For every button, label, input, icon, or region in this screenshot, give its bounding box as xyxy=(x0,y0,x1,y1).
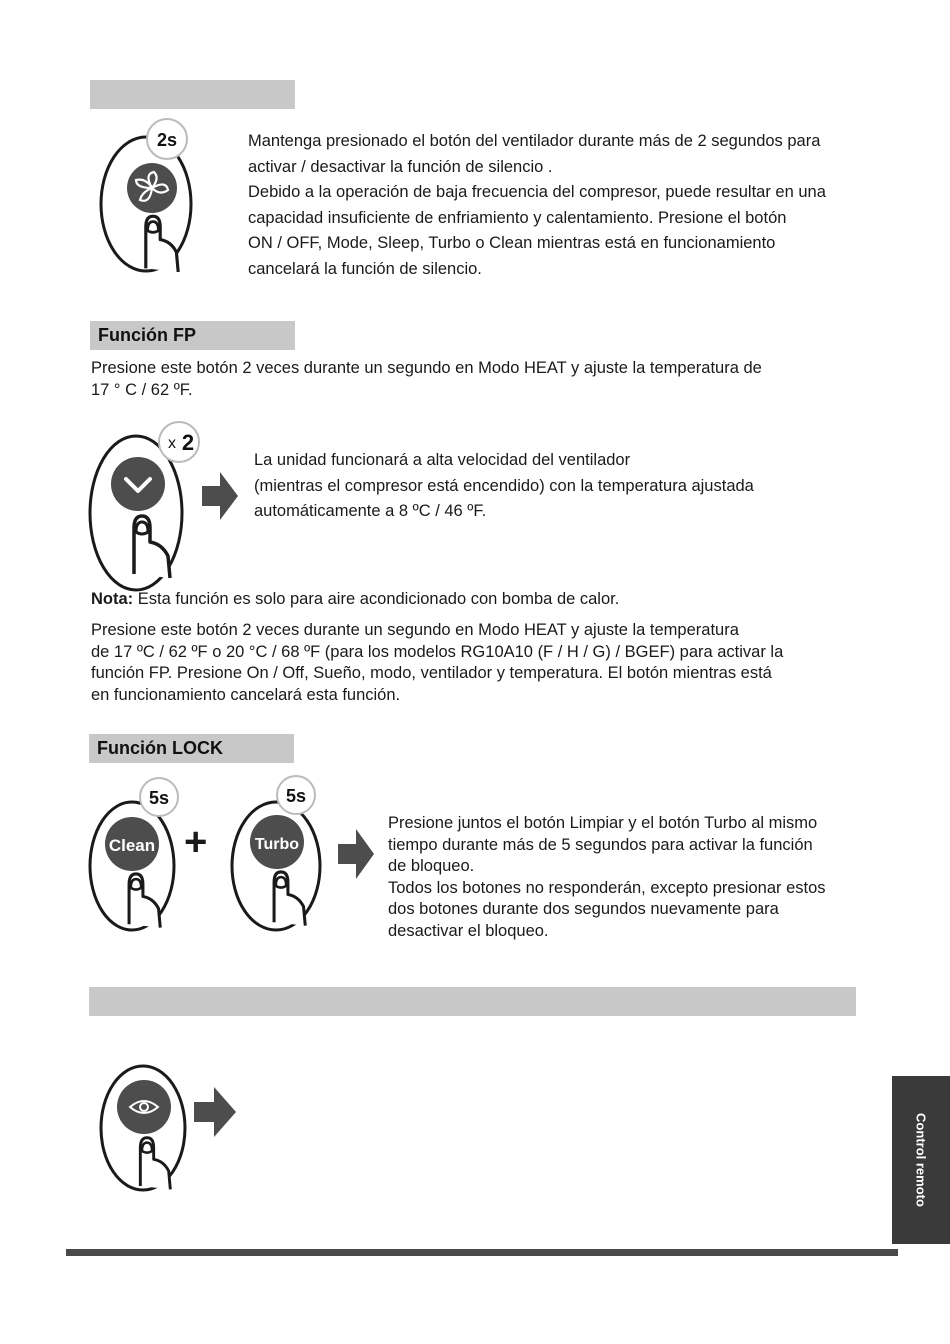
section-fp-header: Función FP xyxy=(90,321,295,350)
text-line: 17 ° C / 62 ºF. xyxy=(91,380,193,399)
arrow-right-icon xyxy=(336,827,376,881)
silence-description xyxy=(248,129,888,282)
text-line: desactivar el bloqueo. xyxy=(388,921,549,940)
hold-badge: 2s xyxy=(156,130,178,150)
fan-button-illustration xyxy=(96,118,206,278)
arrow-right-icon xyxy=(192,1085,238,1139)
text-line: ON / OFF, Mode, Sleep, Turbo o Clean mientras está en funcionamiento xyxy=(248,234,776,252)
side-tab-label: Control remoto xyxy=(913,1113,929,1207)
clean-button-label: Clean xyxy=(108,836,156,855)
text-line: Presione este botón 2 veces durante un segundo en Modo HEAT y ajuste la temperatura xyxy=(91,621,739,639)
section-display-header xyxy=(89,987,856,1016)
hold-badge: 5s xyxy=(285,786,307,806)
fp-note xyxy=(91,589,911,611)
text-line: Todos los botones no responderán, excepto presionar estos xyxy=(388,878,826,897)
eye-button-illustration xyxy=(96,1055,196,1195)
fp-intro xyxy=(91,358,891,401)
hold-badge: 5s xyxy=(148,788,170,808)
text-line: activar / desactivar la función de silencio . xyxy=(248,157,553,176)
turbo-button-illustration xyxy=(226,772,330,934)
down-button-illustration xyxy=(86,418,206,598)
text-line: automáticamente a 8 ºC / 46 ºF. xyxy=(254,502,487,520)
text-line: (mientras el compresor está encendido) con la temperatura ajustada xyxy=(254,476,754,495)
text-line: función FP. Presione On / Off, Sueño, modo, ventilador y temperatura. El botón mientras está xyxy=(91,664,772,682)
clean-button-illustration xyxy=(86,772,186,934)
arrow-right-icon xyxy=(200,470,240,522)
text-line: de bloqueo. xyxy=(388,857,475,875)
text-line: dos botones durante dos segundos nuevamente para xyxy=(388,900,779,918)
turbo-button-label: Turbo xyxy=(254,836,300,853)
display-button xyxy=(117,1080,171,1134)
down-button xyxy=(111,457,165,511)
times-badge-x: x xyxy=(168,435,176,452)
text-line: de 17 ºC / 62 ºF o 20 °C / 68 ºF (para los modelos RG10A10 (F / H / G) / BGEF) para activar la xyxy=(91,642,784,661)
section-silence-header xyxy=(90,80,295,109)
side-tab-control-remoto xyxy=(892,1076,950,1244)
text-line: cancelará la función de silencio. xyxy=(248,259,482,278)
fp-result xyxy=(254,448,874,525)
text-line: Presione este botón 2 veces durante un segundo en Modo HEAT y ajuste la temperatura de xyxy=(91,359,762,377)
footer-divider xyxy=(66,1249,898,1256)
plus-icon: + xyxy=(184,820,208,864)
note-text: Esta función es solo para aire acondicionado con bomba de calor. xyxy=(133,590,620,608)
text-line: Mantenga presionado el botón del ventilador durante más de 2 segundos para xyxy=(248,132,821,150)
text-line: Debido a la operación de baja frecuencia del compresor, puede resultar en una xyxy=(248,183,826,201)
text-line: en funcionamiento cancelará esta función. xyxy=(91,685,401,704)
note-label: Nota: xyxy=(91,590,134,608)
section-lock-header: Función LOCK xyxy=(89,734,294,763)
fp-detail xyxy=(91,620,921,706)
times-badge-number: 2 xyxy=(181,430,195,455)
text-line: Presione juntos el botón Limpiar y el botón Turbo al mismo xyxy=(388,814,818,832)
lock-description xyxy=(388,813,908,942)
text-line: tiempo durante más de 5 segundos para activar la función xyxy=(388,835,813,854)
text-line: La unidad funcionará a alta velocidad del ventilador xyxy=(254,451,631,469)
text-line: capacidad insuficiente de enfriamiento y calentamiento. Presione el botón xyxy=(248,208,787,227)
